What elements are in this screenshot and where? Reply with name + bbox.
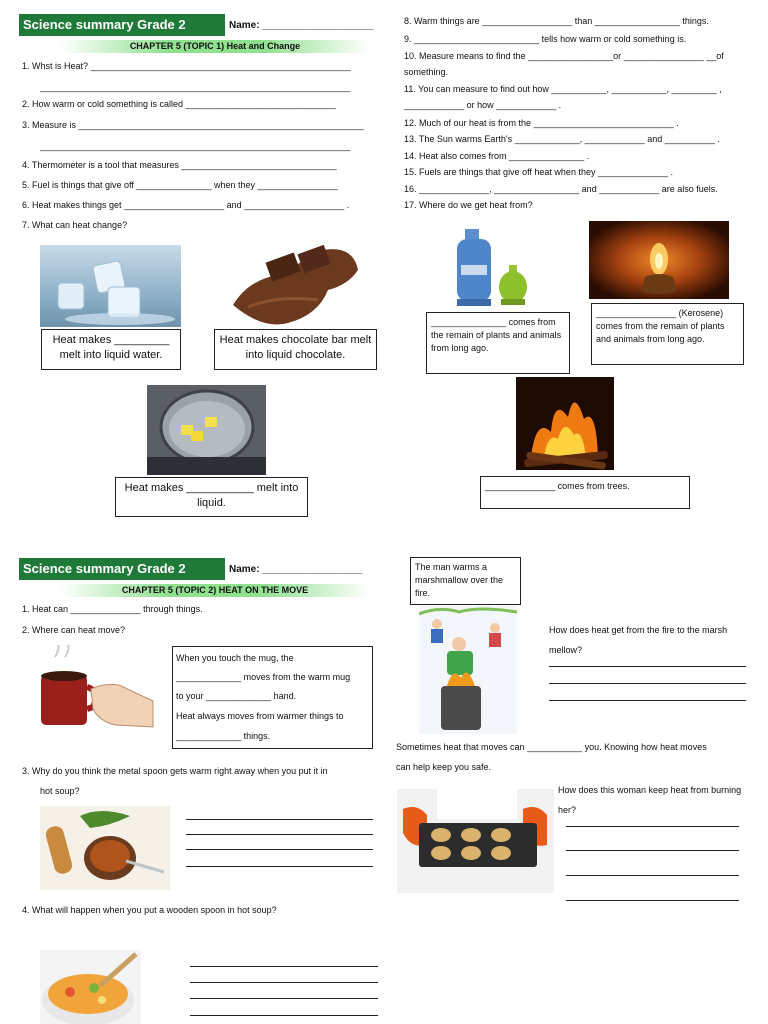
question-7: 7. What can heat change? — [22, 220, 128, 230]
marshmallow-question: How does heat get from the fire to the marsh mellow? — [549, 625, 728, 655]
question-b3: 3. Why do you think the metal spoon gets warm right away when you put it in — [22, 766, 328, 776]
answer-line — [566, 900, 739, 901]
question-11: 11. You can measure to find out how ___________, ___________, _________ , — [404, 84, 722, 94]
mug-hand-image — [37, 645, 155, 730]
answer-line — [186, 834, 373, 835]
question-11-cont: ____________ or how ____________ . — [404, 100, 562, 110]
chapter-title: CHAPTER 5 (TOPIC 1) Heat and Change — [60, 40, 370, 53]
question-15: 15. Fuels are things that give off heat when they ______________ . — [404, 167, 674, 177]
question-16: 16. ______________, _________________ and ____________ are also fuels. — [404, 184, 718, 194]
gas-cylinders-image — [445, 225, 540, 310]
answer-line — [190, 998, 378, 999]
melting-chocolate-image — [228, 245, 363, 330]
question-1: 1. Whst is Heat? ____________________________________________________ — [22, 61, 351, 71]
ice-cubes-image — [40, 245, 181, 327]
question-9: 9. _________________________ tells how warm or cold something is. — [404, 34, 687, 44]
name-field-label-2: Name: __________________ — [229, 564, 363, 575]
mug-text-box: When you touch the mug, the _____________ moves from the warm mug to your _____________ hand. Heat always moves from warmer things to _____________ things. — [172, 646, 373, 749]
caption-kerosene: ________________ (Kerosene) comes from the remain of plants and animals from long ago. — [591, 303, 744, 365]
name-field-label: Name: ____________________ — [229, 20, 374, 31]
caption-gas: _______________ comes from the remain of plants and animals from long ago. — [426, 312, 570, 374]
worksheet-header: Science summary Grade 2 — [19, 14, 225, 36]
woman-question: How does this woman keep heat from burning her? — [558, 785, 742, 815]
kerosene-lamp-image — [589, 221, 729, 299]
soup-wooden-spoon-image — [40, 950, 141, 1024]
question-b3-cont: hot soup? — [40, 786, 80, 796]
answer-line — [186, 849, 373, 850]
answer-line — [549, 700, 746, 701]
answer-line — [186, 866, 373, 867]
wood-fire-image — [516, 377, 614, 470]
question-2: 2. How warm or cold something is called ______________________________ — [22, 99, 336, 109]
question-b4: 4. What will happen when you put a wooden spoon in hot soup? — [22, 905, 277, 915]
question-3: 3. Measure is _________________________________________________________ — [22, 120, 364, 130]
caption-butter: Heat makes ___________ melt into liquid. — [115, 477, 308, 517]
question-14: 14. Heat also comes from _______________ . — [404, 151, 590, 161]
answer-line — [190, 1015, 378, 1016]
answer-line — [566, 875, 739, 876]
answer-line — [566, 826, 739, 827]
answer-line — [190, 982, 378, 983]
answer-line: ______________________________________________________________ — [40, 82, 351, 92]
question-12: 12. Much of our heat is from the ____________________________ . — [404, 118, 679, 128]
question-b1: 1. Heat can ______________ through things. — [22, 604, 203, 614]
oven-mitts-tray-image — [397, 789, 554, 893]
soup-metal-spoon-image — [40, 806, 170, 890]
answer-line — [566, 850, 739, 851]
question-13: 13. The Sun warms Earth's _____________, ____________ and __________ . — [404, 134, 720, 144]
answer-line — [549, 666, 746, 667]
marshmallow-fire-image — [419, 606, 517, 734]
question-b2: 2. Where can heat move? — [22, 625, 126, 635]
question-10-cont: something. — [404, 67, 449, 77]
question-5: 5. Fuel is things that give off _______________ when they ________________ — [22, 180, 338, 190]
question-10: 10. Measure means to find the _________________or ________________ __of — [404, 51, 724, 61]
answer-line: ______________________________________________________________ — [40, 141, 351, 151]
question-17: 17. Where do we get heat from? — [404, 200, 533, 210]
worksheet-header-2: Science summary Grade 2 — [19, 558, 225, 580]
answer-line — [190, 966, 378, 967]
question-4: 4. Thermometer is a tool that measures _______________________________ — [22, 160, 337, 170]
answer-line — [186, 819, 373, 820]
question-6: 6. Heat makes things get ____________________ and ____________________ . — [22, 200, 350, 210]
caption-wood: ______________ comes from trees. — [480, 476, 690, 509]
sometimes-text-cont: can help keep you safe. — [396, 762, 492, 772]
chapter-title-2: CHAPTER 5 (TOPIC 2) HEAT ON THE MOVE — [60, 584, 370, 597]
caption-chocolate: Heat makes chocolate bar melt into liquid chocolate. — [214, 329, 377, 370]
caption-ice: Heat makes _________ melt into liquid water. — [41, 329, 181, 370]
question-8: 8. Warm things are __________________ than _________________ things. — [404, 16, 709, 26]
marshmallow-text-box: The man warms a marshmallow over the fire. — [410, 557, 521, 605]
answer-line — [549, 683, 746, 684]
sometimes-text: Sometimes heat that moves can ___________ you. Knowing how heat moves — [396, 742, 707, 752]
butter-in-pan-image — [147, 385, 266, 475]
